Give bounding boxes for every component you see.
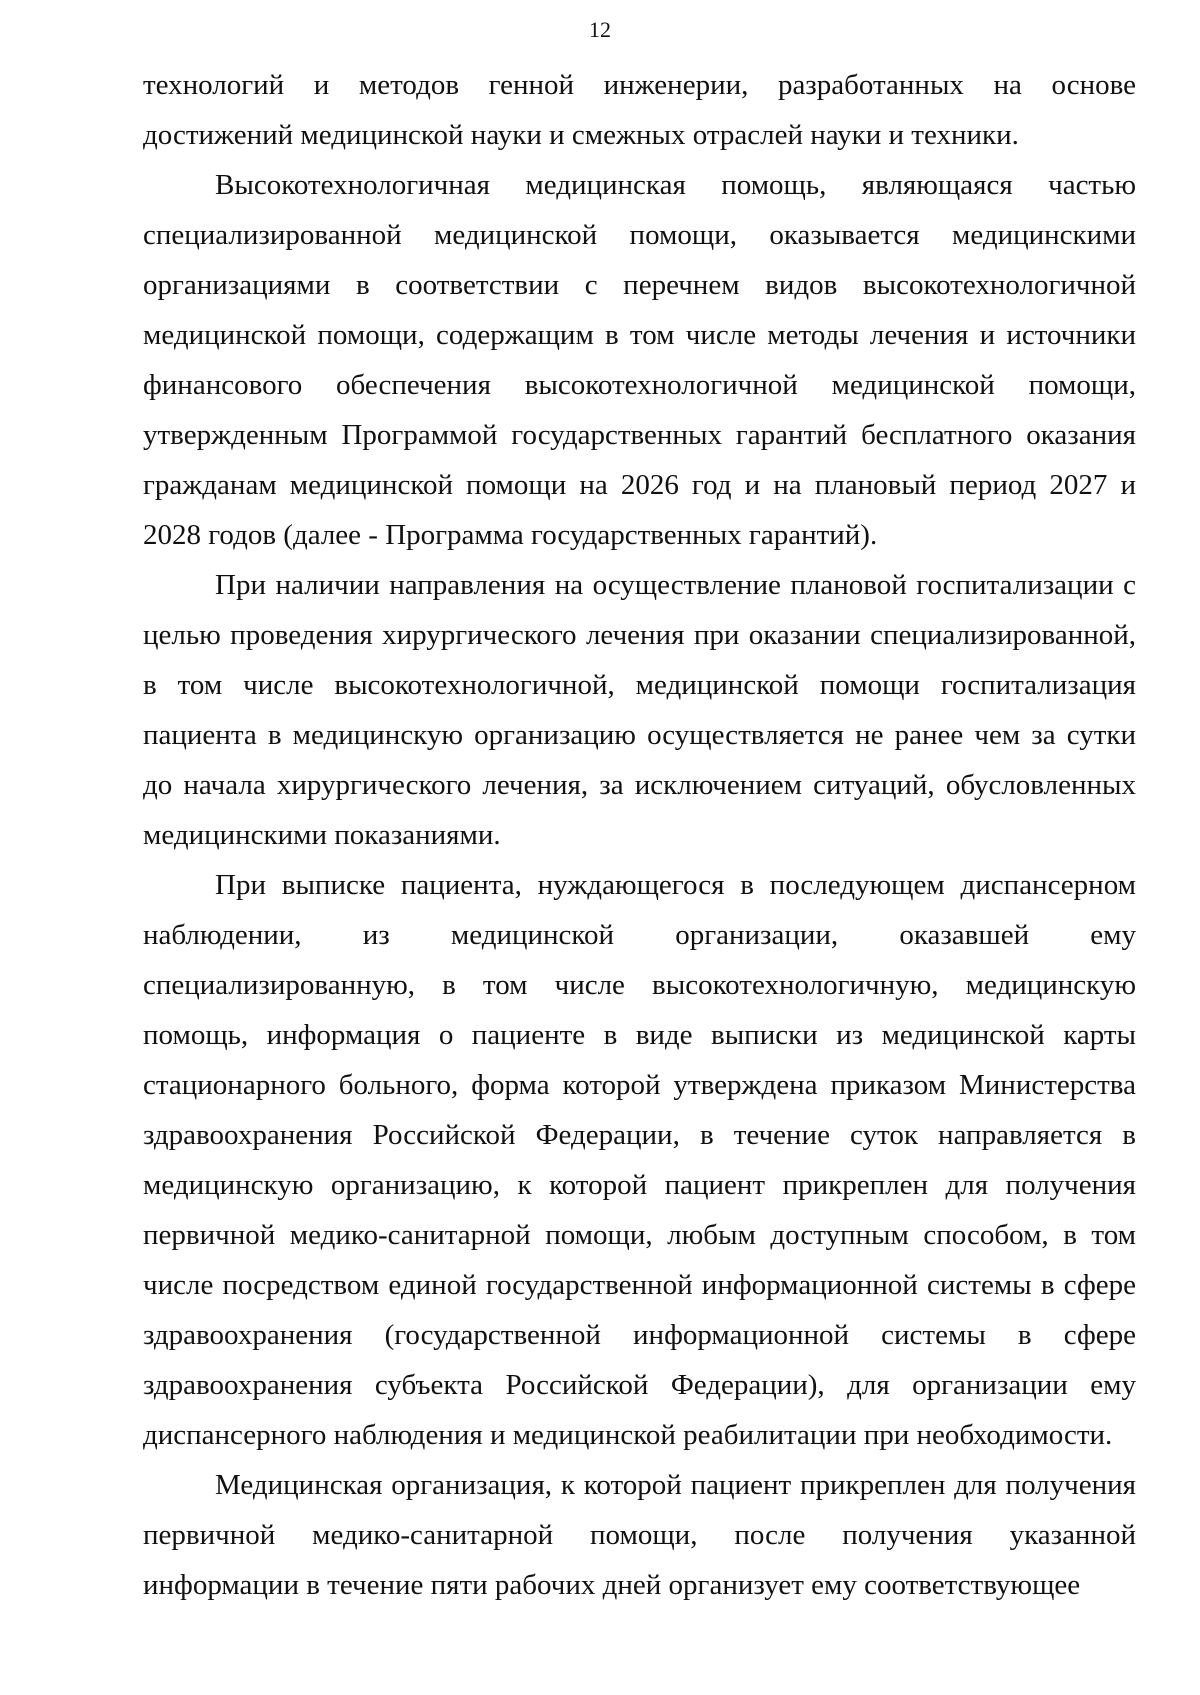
paragraph-planned-hospitalization: При наличии направления на осуществление плановой госпитализации с целью проведения хирургического лечения при оказании специализированной, в том числе высокотехнологичной, медицинской помощи госпитализация пациента в медицинскую организацию осуществляется не ранее чем за сутки до начала хирургического лечения, за исключением ситуаций, обусловленных медицинскими показаниями. <box>143 569 1136 851</box>
document-body <box>143 60 1136 1610</box>
page-number: 12 <box>589 17 611 42</box>
paragraph-discharge-information: При выписке пациента, нуждающегося в последующем диспансерном наблюдении, из медицинской организации, оказавшей ему специализированную, в том числе высокотехнологичную, медицинскую помощь, информация о пациенте в виде выписки из медицинской карты стационарного больного, форма которой утверждена приказом Министерства здравоохранения Российской Федерации, в течение суток направляется в медицинскую организацию, к которой пациент прикреплен для получения первичной медико-санитарной помощи, любым доступным способом, в том числе посредством единой государственной информационной системы в сфере здравоохранения (государственной информационной системы в сфере здравоохранения субъекта Российской Федерации), для организации ему диспансерного наблюдения и медицинской реабилитации при необходимости. <box>143 869 1136 1451</box>
paragraph-primary-care-organization: Медицинская организация, к которой пациент прикреплен для получения первичной медико-санитарной помощи, после получения указанной информации в течение пяти рабочих дней организует ему соответствующее <box>143 1469 1136 1601</box>
paragraph-continued: технологий и методов генной инженерии, разработанных на основе достижений медицинской науки и смежных отраслей науки и техники. <box>143 69 1136 151</box>
paragraph-high-tech-care: Высокотехнологичная медицинская помощь, являющаяся частью специализированной медицинской помощи, оказывается медицинскими организациями в соответствии с перечнем видов высокотехнологичной медицинской помощи, содержащим в том числе методы лечения и источники финансового обеспечения высокотехнологичной медицинской помощи, утвержденным Программой государственных гарантий бесплатного оказания гражданам медицинской помощи на 2026 год и на плановый период 2027 и 2028 годов (далее - Программа государственных гарантий). <box>143 169 1136 551</box>
